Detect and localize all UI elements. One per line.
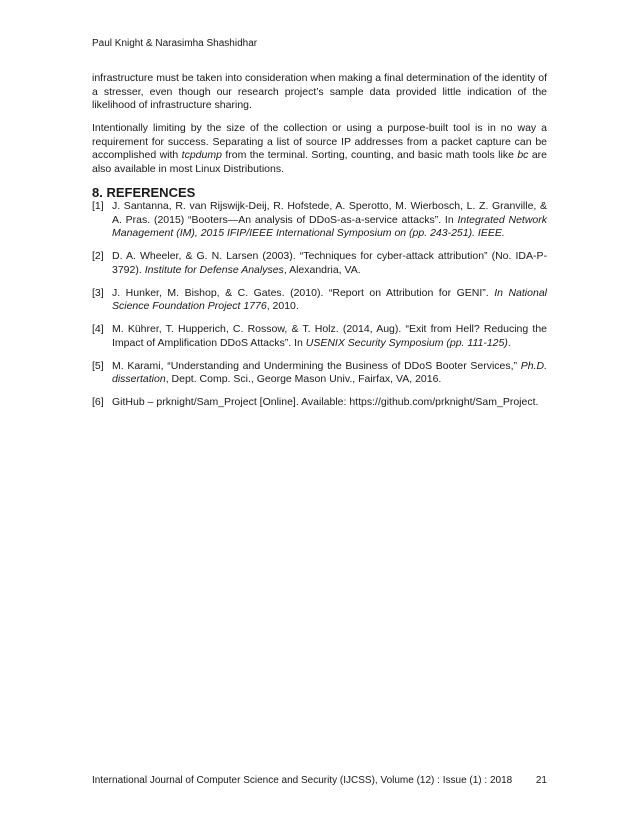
reference-number: [6] (92, 396, 104, 408)
reference-tail: . (507, 336, 511, 349)
reference-item (92, 323, 547, 350)
journal-citation: International Journal of Computer Science and Security (IJCSS), Volume (12) : Issue (1) : 2018 (92, 775, 513, 786)
reference-item (92, 200, 547, 241)
reference-number: [4] (92, 323, 104, 335)
page-footer (92, 775, 547, 787)
body-paragraph-1: infrastructure must be taken into consideration when making a final determination of the identity of a stresser, even though our research project’s sample data provided little indication of the likelihood of infrastructure sharing. (92, 72, 547, 111)
reference-venue: In National Science Foundation Project 1776 (112, 286, 547, 312)
body-paragraph-2 (92, 122, 547, 176)
reference-venue: USENIX Security Symposium (pp. 111-125) (305, 336, 508, 349)
reference-tail: , Alexandria, VA. (283, 263, 361, 276)
reference-number: [2] (92, 250, 104, 262)
reference-tail: , 2010. (266, 300, 299, 312)
running-head: Paul Knight & Narasimha Shashidhar (92, 38, 258, 49)
reference-item (92, 360, 547, 387)
reference-text: GitHub – prknight/Sam_Project [Online]. Available: https://github.com/prknight/Sam_Project. (112, 396, 539, 408)
reference-number: [3] (92, 286, 104, 299)
reference-venue: Institute for Defense Analyses (144, 263, 284, 276)
reference-text: M. Kührer, T. Hupperich, C. Rossow, & T. Holz. (2014, Aug). “Exit from Hell? Reducing the Impact of Amplification DDoS Attacks”. In (112, 323, 547, 349)
reference-item (92, 250, 547, 277)
reference-text: M. Karami, “Understanding and Undermining the Business of DDoS Booter Services,” (112, 359, 521, 372)
reference-text: J. Hunker, M. Bishop, & C. Gates. (2010). “Report on Attribution for GENI”. (112, 286, 495, 299)
paragraph-2-text-b: from the terminal. Sorting, counting, and basic math tools like (221, 149, 518, 161)
tool-name-bc: bc (517, 149, 529, 161)
reference-number: [5] (92, 359, 104, 372)
reference-number: [1] (92, 200, 104, 212)
reference-tail: , Dept. Comp. Sci., George Mason Univ., Fairfax, VA, 2016. (165, 373, 442, 385)
tool-name-tcpdump: tcpdump (181, 149, 222, 161)
reference-text: J. Santanna, R. van Rijswijk-Deij, R. Hofstede, A. Sperotto, M. Wierbosch, L. Z. Granville, & A. Pras. (2015) “Booters—An analysis of DDoS-as-a-service attacks”. In (112, 200, 547, 226)
reference-venue: Integrated Network Management (IM), 2015 IFIP/IEEE International Symposium on (pp. 243-251). IEEE. (112, 213, 547, 239)
paragraph-2-text-a: Intentionally limiting by the size of the collection or using a purpose-built tool is in no way a requirement for success. Separating a list of source IP addresses from a packet capture can be accomplished with (92, 122, 547, 161)
reference-item (92, 287, 547, 314)
page-number: 21 (535, 775, 547, 786)
references-heading: 8. REFERENCES (92, 185, 196, 200)
paragraph-2-text-c: are also available in most Linux Distributions. (92, 149, 547, 175)
reference-text: D. A. Wheeler, & G. N. Larsen (2003). “Techniques for cyber-attack attribution” (No. IDA-P-3792). (112, 250, 547, 276)
reference-list (92, 200, 547, 419)
reference-item (92, 396, 547, 410)
reference-venue: Ph.D. dissertation (112, 359, 547, 385)
